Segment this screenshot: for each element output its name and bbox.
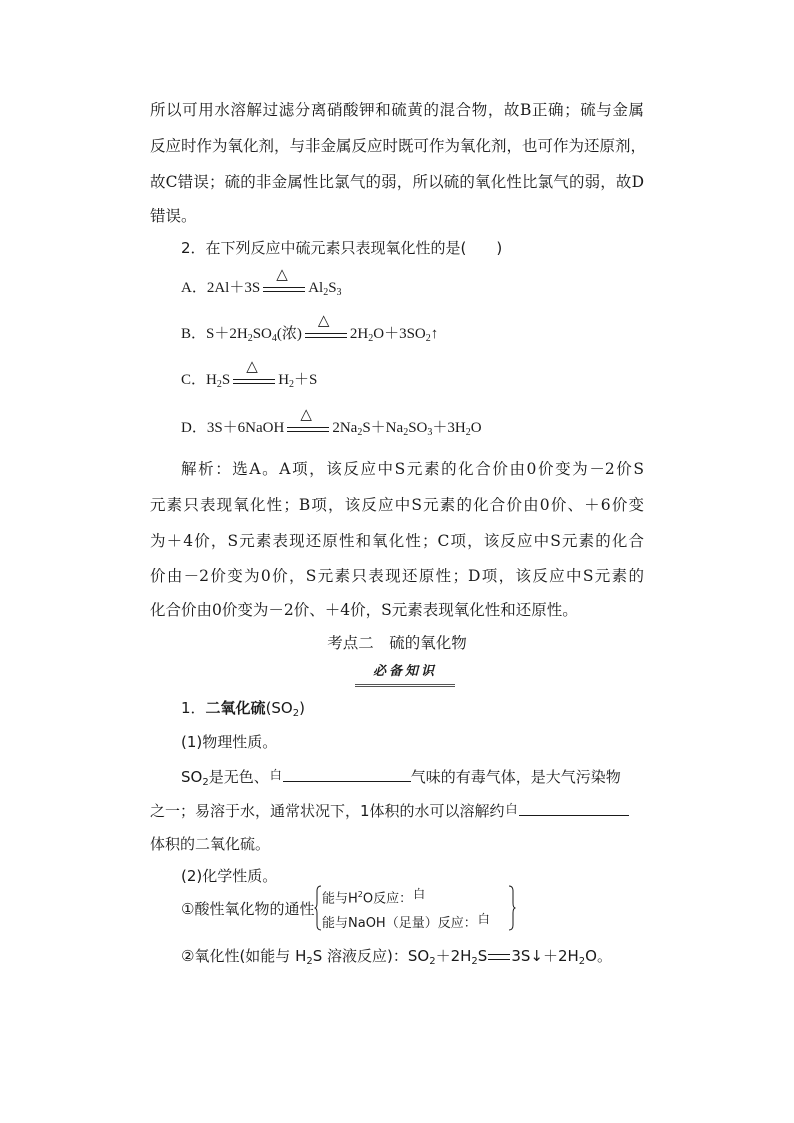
fill-blank[interactable] xyxy=(283,766,411,782)
option-c: C．$H_2S$ △ $H_2+S$ xyxy=(181,356,318,390)
text-line: 反应时作为氧化剂，与非金属反应时既可作为氧化剂，也可作为还原剂， xyxy=(150,137,647,155)
text-line: $SO_2$是无色、 白 气味的有毒气体，是大气污染物 xyxy=(181,768,621,788)
subheading-physical: (1)物理性质。 xyxy=(181,733,278,751)
heating-equals-sign: △ xyxy=(233,371,275,391)
blank-marker: 白 xyxy=(269,768,282,782)
heating-equals-sign: △ xyxy=(305,325,347,345)
text-line: 之一；易溶于水，通常状况下，1体积的水可以溶解约 白 xyxy=(150,800,629,821)
oxidizing-property: ②氧化性(如能与 $H_2S$ 溶液反应)：$SO_2+2H_2S$ $3S↓+2H_2O$。 xyxy=(181,947,612,967)
right-brace-icon xyxy=(508,885,516,931)
text-line: 所以可用水溶解过滤分离硝酸钾和硫黄的混合物，故B正确；硫与金属 xyxy=(150,101,644,119)
blank-marker: 白 xyxy=(477,912,490,926)
must-know-badge: 必备知识 xyxy=(355,662,455,687)
analysis-line: 元素只表现氧化性；B项，该反应中S元素的化合价由0价、＋6价变 xyxy=(150,496,644,514)
heating-equals-sign: △ xyxy=(263,279,305,299)
analysis-line: 解析：选A。A项，该反应中S元素的化合价由0价变为－2价S xyxy=(181,460,644,478)
acid-oxide-label: ①酸性氧化物的通性 xyxy=(181,900,315,918)
text-line: 体积的二氧化硫。 xyxy=(150,835,271,853)
text-line: 故C错误；硫的非金属性比氯气的弱，所以硫的氧化性比氯气的弱，故D xyxy=(150,173,644,191)
subheading-chemical: (2)化学性质。 xyxy=(181,867,278,885)
option-d: D．3S＋6NaOH △ $2Na_2S+Na_2SO_3+3H_2O$ xyxy=(181,404,482,438)
equals-sign xyxy=(488,954,510,960)
left-brace-icon xyxy=(314,885,322,931)
heading-so2: 1．二氧化硫$(SO_2)$ xyxy=(181,699,305,719)
option-a: A．2Al＋3S △ $Al_2S_3$ xyxy=(181,264,342,298)
analysis-line: 化合价由0价变为－2价、＋4价，S元素表现氧化性和还原性。 xyxy=(150,601,578,619)
question-stem: 2．在下列反应中硫元素只表现氧化性的是( ) xyxy=(181,239,503,257)
analysis-line: 为＋4价，S元素表现还原性和氧化性；C项，该反应中S元素的化合 xyxy=(150,532,644,550)
heating-equals-sign: △ xyxy=(287,419,329,439)
blank-marker: 白 xyxy=(505,802,518,816)
option-b: B．$S+2H_2SO_4$(浓) △ $2H_2O+3SO_2↑$ xyxy=(181,310,439,344)
react-with-water: 能与$H^2O$反应： 白 xyxy=(322,887,426,907)
analysis-line: 价由－2价变为0价，S元素只表现还原性；D项，该反应中S元素的 xyxy=(150,567,644,585)
react-with-naoh: 能与NaOH（足量）反应： 白 xyxy=(322,912,490,931)
text-line: 错误。 xyxy=(150,207,197,225)
blank-marker: 白 xyxy=(413,887,426,902)
fill-blank[interactable] xyxy=(519,800,629,816)
section-title: 考点二 硫的氧化物 xyxy=(327,634,467,652)
